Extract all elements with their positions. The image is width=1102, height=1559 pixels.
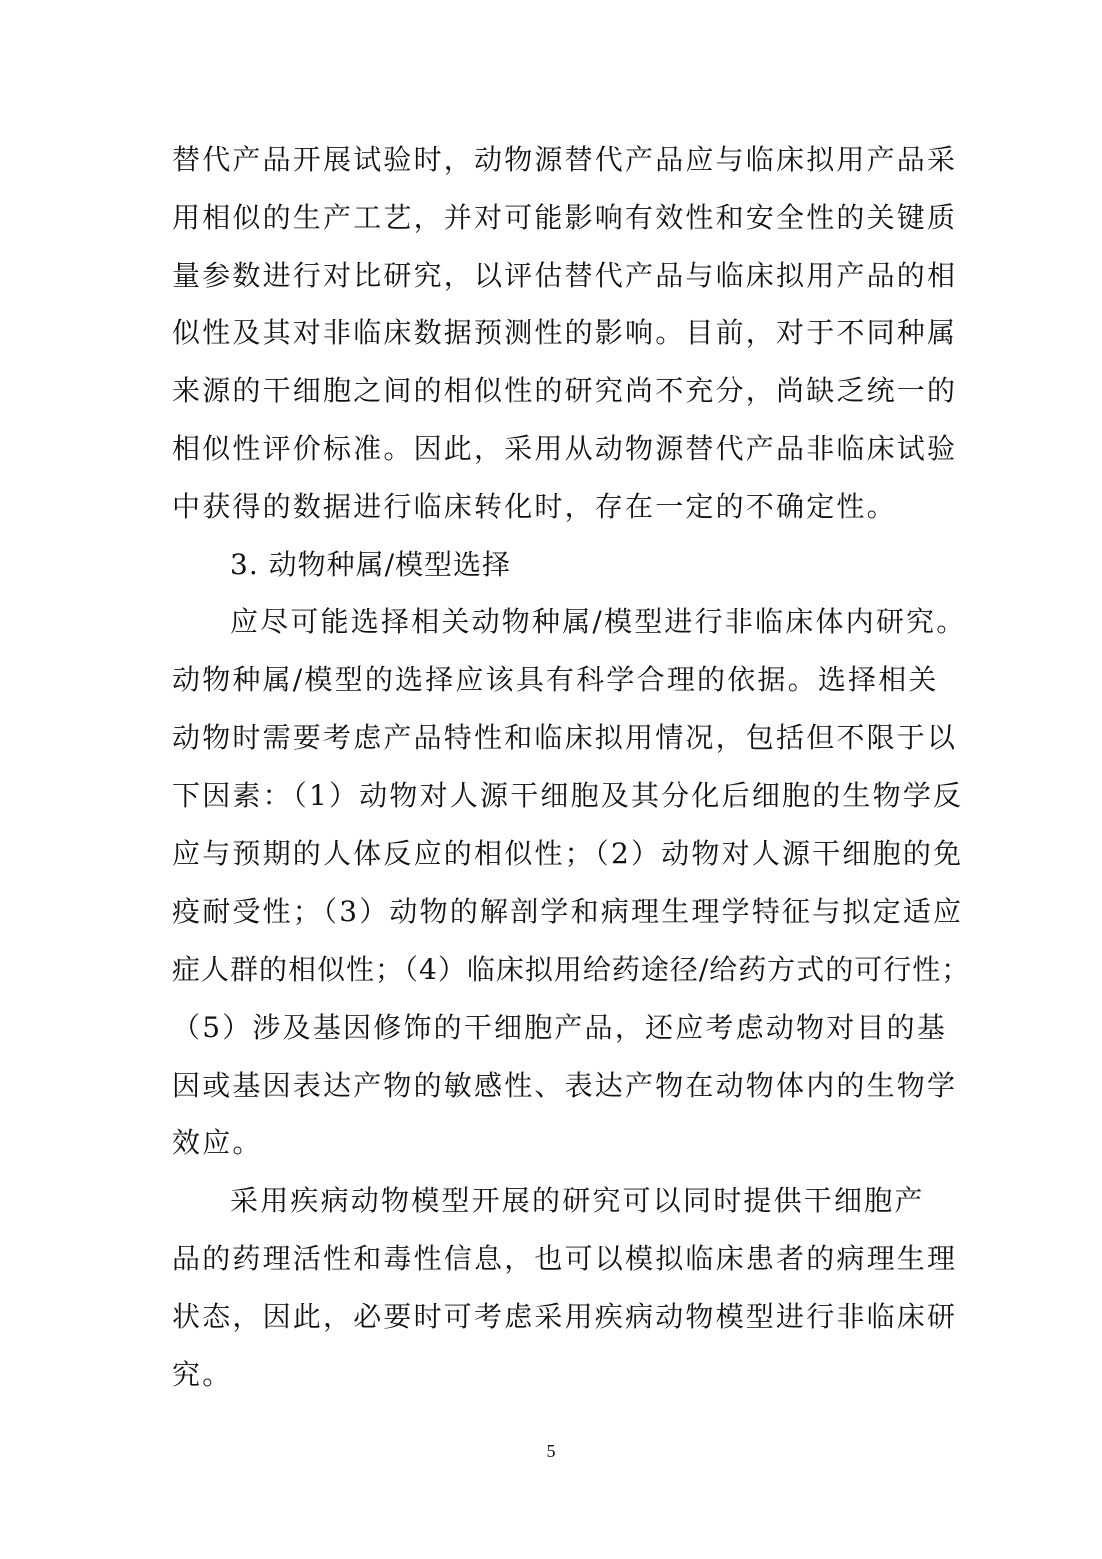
text-line: 应尽可能选择相关动物种属/模型进行非临床体内研究。 <box>230 605 967 638</box>
text-line: 动物时需要考虑产品特性和临床拟用情况，包括但不限于以 <box>172 721 958 754</box>
text-line: 因或基因表达产物的敏感性、表达产物在动物体内的生物学 <box>172 1069 958 1102</box>
text-line: 似性及其对非临床数据预测性的影响。目前，对于不同种属 <box>172 316 958 349</box>
text-line: 究。 <box>172 1358 233 1391</box>
text-line: 症人群的相似性；（4）临床拟用给药途径/给药方式的可行性； <box>172 953 971 986</box>
text-line: （5）涉及基因修饰的干细胞产品，还应考虑动物对目的基 <box>172 1011 948 1044</box>
text-line: 品的药理活性和毒性信息，也可以模拟临床患者的病理生理 <box>172 1242 958 1275</box>
text-line: 采用疾病动物模型开展的研究可以同时提供干细胞产 <box>230 1184 925 1217</box>
text-line: 应与预期的人体反应的相似性；（2）动物对人源干细胞的免 <box>172 837 964 870</box>
text-line: 状态，因此，必要时可考虑采用疾病动物模型进行非临床研 <box>172 1300 958 1333</box>
text-line: 中获得的数据进行临床转化时，存在一定的不确定性。 <box>172 490 897 523</box>
text-line: 效应。 <box>172 1126 263 1159</box>
text-line: 用相似的生产工艺，并对可能影响有效性和安全性的关键质 <box>172 201 958 234</box>
text-line: 来源的干细胞之间的相似性的研究尚不充分，尚缺乏统一的 <box>172 374 958 407</box>
text-line: 相似性评价标准。因此，采用从动物源替代产品非临床试验 <box>172 432 958 465</box>
text-line: 量参数进行对比研究，以评估替代产品与临床拟用产品的相 <box>172 259 958 292</box>
text-line: 下因素：（1）动物对人源干细胞及其分化后细胞的生物学反 <box>172 779 964 812</box>
text-line: 替代产品开展试验时，动物源替代产品应与临床拟用产品采 <box>172 143 958 176</box>
text-line: 动物种属/模型的选择应该具有科学合理的依据。选择相关 <box>172 663 939 696</box>
page-number: 5 <box>546 1441 556 1461</box>
section-heading: 3. 动物种属/模型选择 <box>230 548 512 581</box>
text-line: 疫耐受性；（3）动物的解剖学和病理生理学特征与拟定适应 <box>172 895 964 928</box>
